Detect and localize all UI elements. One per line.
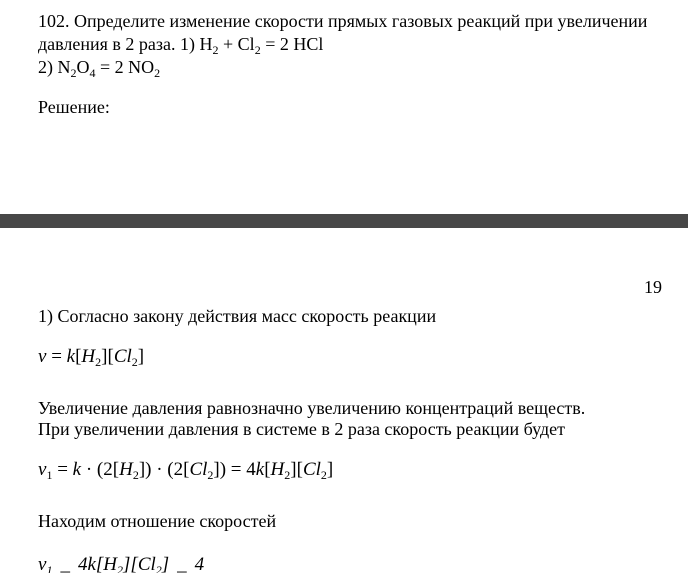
- subscript: 2: [95, 355, 102, 369]
- subscript: 2: [154, 66, 161, 80]
- subscript: 2: [212, 43, 219, 57]
- page-separator: [0, 214, 688, 228]
- eq-symbol: [: [95, 554, 104, 573]
- eq-result: 4: [194, 554, 205, 573]
- eq-symbol: ][: [101, 346, 114, 367]
- eq-symbol: H: [81, 346, 96, 367]
- problem-statement-line-1: 102. Определите изменение скорости прямых газовых реакций при увеличении: [38, 11, 648, 31]
- subscript: 1: [46, 468, 53, 482]
- eq-symbol: =: [52, 459, 73, 480]
- eq-symbol: H: [270, 459, 285, 480]
- eq-symbol: ]) = 4: [213, 459, 256, 480]
- eq-symbol: v: [38, 346, 47, 367]
- reaction-2-mid: = 2 NO: [95, 57, 155, 77]
- subscript: 2: [207, 468, 214, 482]
- eq-symbol: Cl: [302, 459, 321, 480]
- reaction-1-plus: + Cl: [218, 34, 255, 54]
- eq-symbol: =: [46, 346, 67, 367]
- eq-symbol: k: [72, 459, 82, 480]
- reaction-1-rest: = 2 HCl: [260, 34, 324, 54]
- rate-equation-increased: [38, 459, 333, 481]
- subscript: 2: [254, 43, 261, 57]
- subscript: 4: [89, 66, 96, 80]
- paragraph-mass-action-law: 1) Согласно закону действия масс скорость реакции: [38, 306, 437, 326]
- eq-symbol: H: [103, 554, 118, 573]
- reaction-2-prefix: 2) N: [38, 57, 71, 77]
- eq-symbol: ]: [161, 554, 170, 573]
- subscript: 2: [131, 355, 138, 369]
- page-number: 19: [644, 277, 662, 297]
- subscript: 2: [284, 468, 291, 482]
- solution-label: Решение:: [38, 97, 110, 117]
- paragraph-pressure-increase: При увеличении давления в системе в 2 раза скорость реакции будет: [38, 419, 565, 439]
- eq-symbol: ]: [326, 459, 334, 480]
- subscript: 2: [132, 468, 139, 482]
- eq-symbol: [: [264, 459, 271, 480]
- eq-symbol: k: [87, 554, 96, 573]
- eq-symbol: 4: [77, 554, 88, 573]
- subscript: 2: [70, 66, 77, 80]
- fraction-bar: _: [60, 554, 70, 573]
- paragraph-ratio: Находим отношение скоростей: [38, 511, 277, 531]
- eq-symbol: Cl: [137, 554, 156, 573]
- reaction-2-o: O: [76, 57, 90, 77]
- eq-symbol: v: [38, 459, 47, 480]
- eq-symbol: ]) · (2[: [138, 459, 190, 480]
- subscript: 2: [155, 563, 162, 573]
- rate-ratio-equation: [38, 554, 204, 573]
- eq-symbol: · (2[: [81, 459, 120, 480]
- reaction-2: [38, 56, 160, 78]
- eq-symbol: ]: [137, 346, 145, 367]
- eq-symbol: k: [255, 459, 265, 480]
- eq-symbol: k: [66, 346, 76, 367]
- problem-statement-line-2: [38, 33, 323, 55]
- eq-symbol: Cl: [113, 346, 132, 367]
- fraction-bar: _: [177, 554, 187, 573]
- eq-symbol: ][: [290, 459, 303, 480]
- subscript: 2: [320, 468, 327, 482]
- eq-symbol: Cl: [189, 459, 208, 480]
- eq-symbol: H: [119, 459, 133, 480]
- rate-equation: [38, 346, 144, 368]
- eq-symbol: v: [38, 554, 47, 573]
- eq-symbol: [: [75, 346, 82, 367]
- paragraph-pressure: Увеличение давления равнозначно увеличению концентраций веществ.: [38, 398, 586, 418]
- document-page-bottom: [0, 228, 688, 573]
- subscript: 2: [117, 563, 124, 573]
- subscript: 1: [46, 563, 53, 573]
- reaction-1-prefix: давления в 2 раза. 1) H: [38, 34, 213, 54]
- document-page-top: [0, 0, 688, 214]
- eq-symbol: ][: [123, 554, 138, 573]
